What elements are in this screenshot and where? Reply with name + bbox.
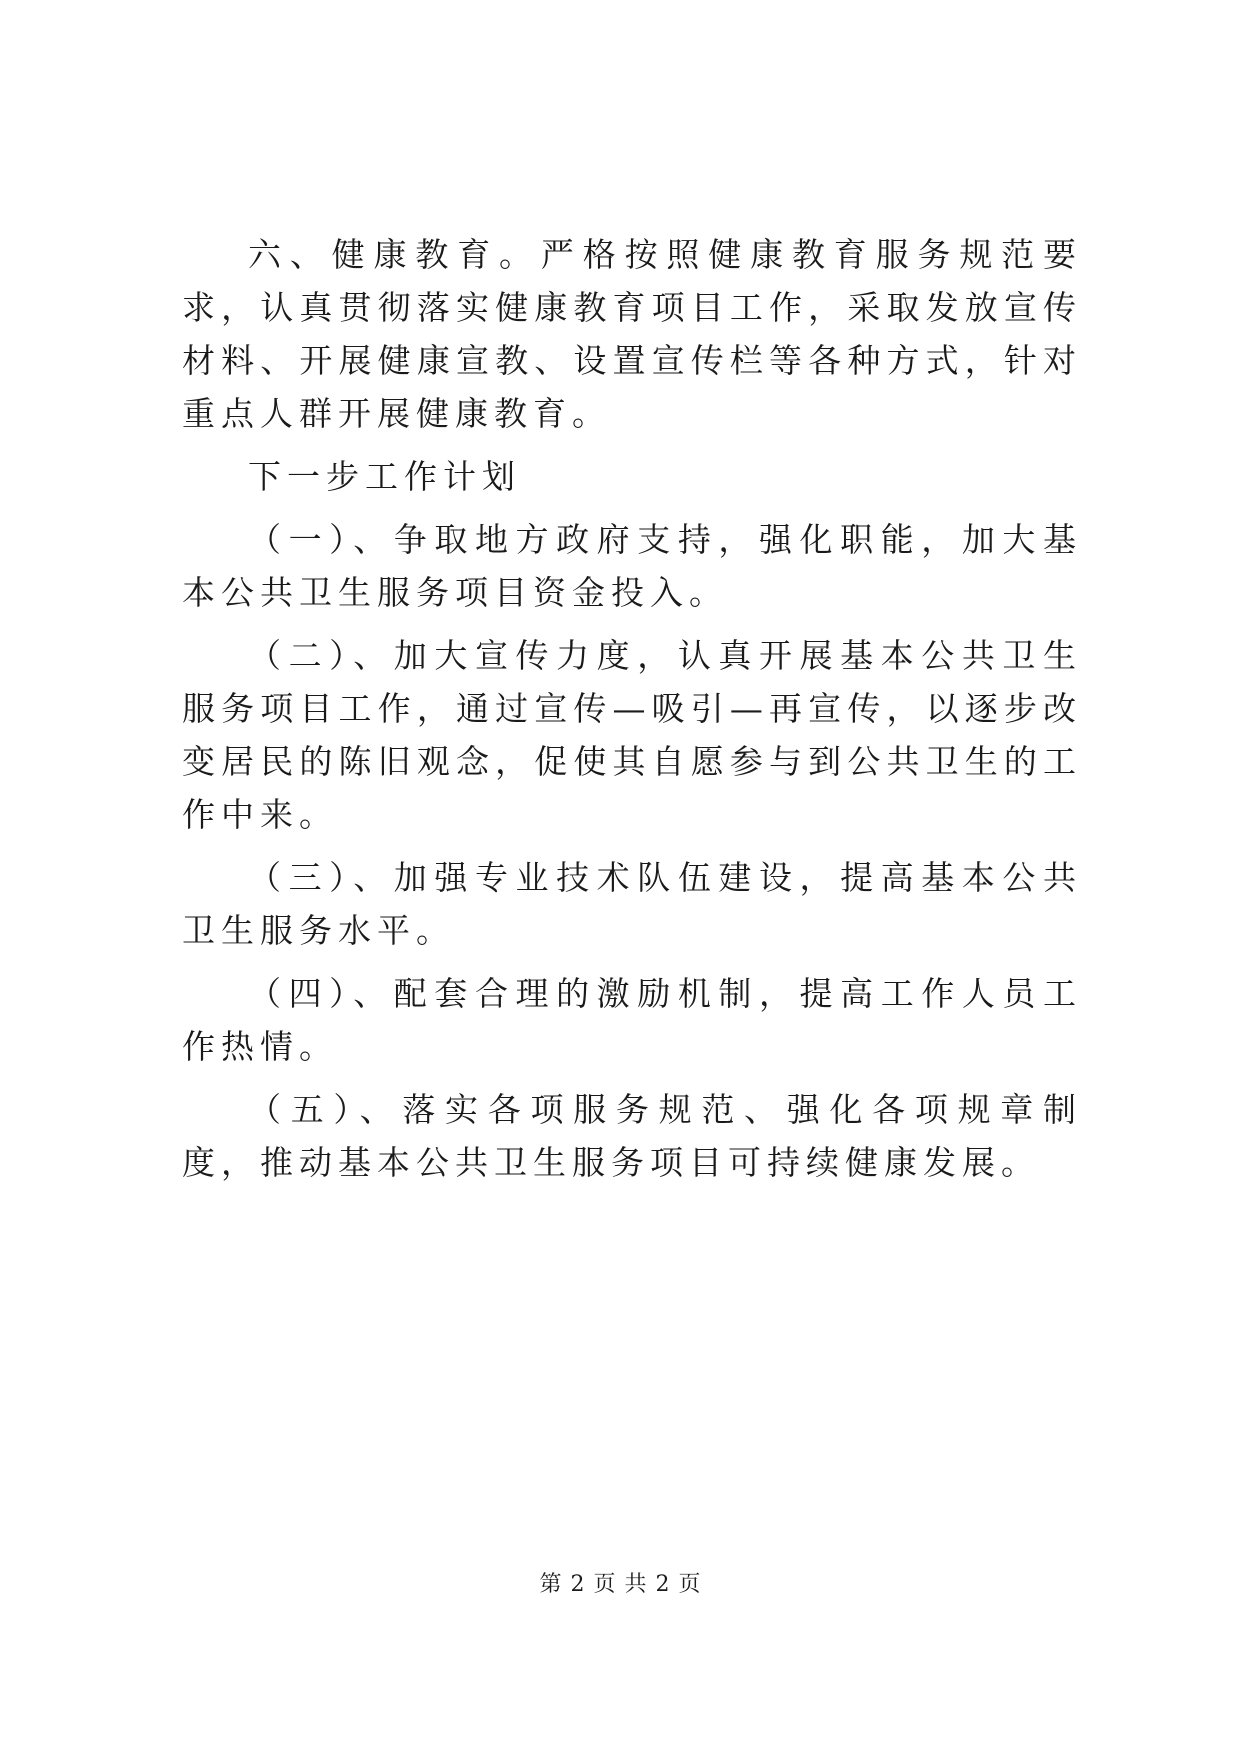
paragraph-health-education: 六、健康教育。严格按照健康教育服务规范要求，认真贯彻落实健康教育项目工作，采取发放宣传材料、开展健康宣教、设置宣传栏等各种方式，针对重点人群开展健康教育。 <box>182 235 1082 433</box>
paragraph-plan-item-4: （四）、配套合理的激励机制，提高工作人员工作热情。 <box>182 974 1082 1066</box>
document-body <box>182 228 1082 1189</box>
paragraph-plan-item-2: （二）、加大宣传力度，认真开展基本公共卫生服务项目工作，通过宣传—吸引—再宣传，以逐步改变居民的陈旧观念，促使其自愿参与到公共卫生的工作中来。 <box>182 636 1082 834</box>
paragraph-plan-item-1: （一）、争取地方政府支持，强化职能，加大基本公共卫生服务项目资金投入。 <box>182 520 1082 612</box>
page-number-footer: 第 2 页 共 2 页 <box>539 1572 702 1597</box>
paragraph-plan-item-3: （三）、加强专业技术队伍建设，提高基本公共卫生服务水平。 <box>182 858 1082 950</box>
paragraph-next-step-heading: 下一步工作计划 <box>248 457 521 496</box>
paragraph-plan-item-5: （五）、落实各项服务规范、强化各项规章制度，推动基本公共卫生服务项目可持续健康发展。 <box>182 1090 1082 1182</box>
